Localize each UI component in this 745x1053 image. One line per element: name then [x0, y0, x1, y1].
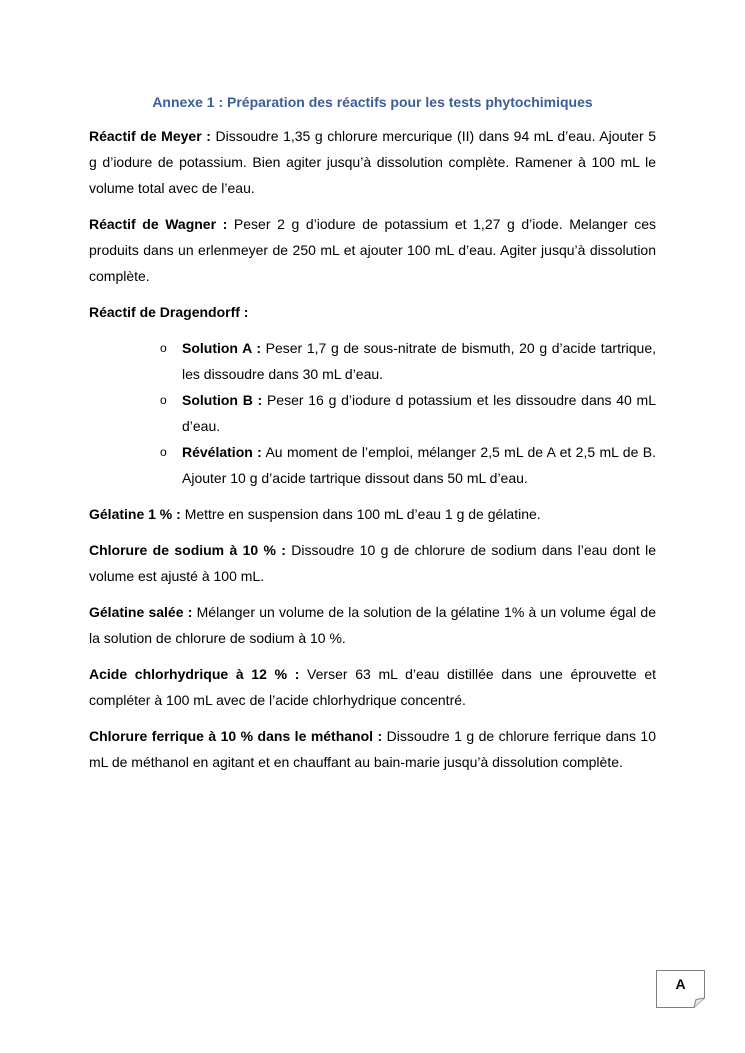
chlorure-ferrique-label: Chlorure ferrique à 10 % dans le méthanol : [89, 728, 383, 744]
list-item-solution-b [160, 387, 656, 439]
page-marker [656, 970, 705, 1008]
dragendorff-label: Réactif de Dragendorff : [89, 304, 249, 320]
paragraph-meyer [89, 123, 656, 201]
page-title: Annexe 1 : Préparation des réactifs pour les tests phytochimiques [152, 94, 593, 110]
meyer-label: Réactif de Meyer : [89, 128, 211, 144]
paragraph-dragendorff [89, 299, 656, 325]
paragraph-chlorure-ferrique [89, 723, 656, 775]
dragendorff-list [89, 335, 656, 491]
item-label: Solution A : [182, 340, 261, 356]
gelatine-label: Gélatine 1 % : [89, 506, 181, 522]
chlorure-sodium-label: Chlorure de sodium à 10 % : [89, 542, 286, 558]
paragraph-gelatine-salee [89, 599, 656, 651]
list-item-solution-a [160, 335, 657, 387]
gelatine-salee-label: Gélatine salée : [89, 604, 193, 620]
chlorure-ferrique-text: Dissoudre 1 g de chlorure ferrique dans 10 mL de méthanol en agitant et en chauffant au bain-marie jusqu’à dissolution complète. [89, 728, 656, 770]
paragraph-acide [89, 661, 656, 713]
list-item-revelation [160, 439, 656, 491]
page-letter: A [675, 976, 686, 992]
document-page [89, 90, 656, 785]
item-text: Au moment de l’emploi, mélanger 2,5 mL de A et 2,5 mL de B. Ajouter 10 g d’acide tartrique dissout dans 50 mL d’eau. [182, 444, 656, 486]
chlorure-sodium-text: Dissoudre 10 g de chlorure de sodium dans l’eau dont le volume est ajusté à 100 mL. [89, 542, 656, 584]
acide-text: Verser 63 mL d’eau distillée dans une éprouvette et compléter à 100 mL avec de l’acide chlorhydrique concentré. [89, 666, 657, 708]
item-text: Peser 16 g d’iodure d potassium et les dissoudre dans 40 mL d’eau. [182, 392, 656, 434]
bullet-icon: o [160, 445, 167, 459]
bullet-icon: o [160, 341, 167, 355]
gelatine-salee-text: Mélanger un volume de la solution de la gélatine 1% à un volume égal de la solution de chlorure de sodium à 10 %. [89, 604, 656, 646]
paragraph-wagner [89, 211, 656, 289]
gelatine-text: Mettre en suspension dans 100 mL d’eau 1 g de gélatine. [180, 506, 541, 522]
item-label: Solution B : [182, 392, 263, 408]
paragraph-chlorure-sodium [89, 537, 656, 589]
item-label: Révélation : [182, 444, 262, 460]
item-text: Peser 1,7 g de sous-nitrate de bismuth, 20 g d’acide tartrique, les dissoudre dans 30 mL d’eau. [182, 340, 657, 382]
wagner-text: Peser 2 g d’iodure de potassium et 1,27 g d’iode. Melanger ces produits dans un erlenmeyer de 250 mL et ajouter 100 mL d’eau. Agiter jusqu’à dissolution complète. [89, 216, 656, 284]
meyer-text: Dissoudre 1,35 g chlorure mercurique (II) dans 94 mL d’eau. Ajouter 5 g d’iodure de potassium. Bien agiter jusqu’à dissolution complète. Ramener à 100 mL le volume total avec de l’eau. [89, 128, 656, 196]
paragraph-gelatine [89, 501, 656, 527]
bullet-icon: o [160, 393, 167, 407]
acide-label: Acide chlorhydrique à 12 % : [89, 666, 300, 682]
wagner-label: Réactif de Wagner : [89, 216, 228, 232]
